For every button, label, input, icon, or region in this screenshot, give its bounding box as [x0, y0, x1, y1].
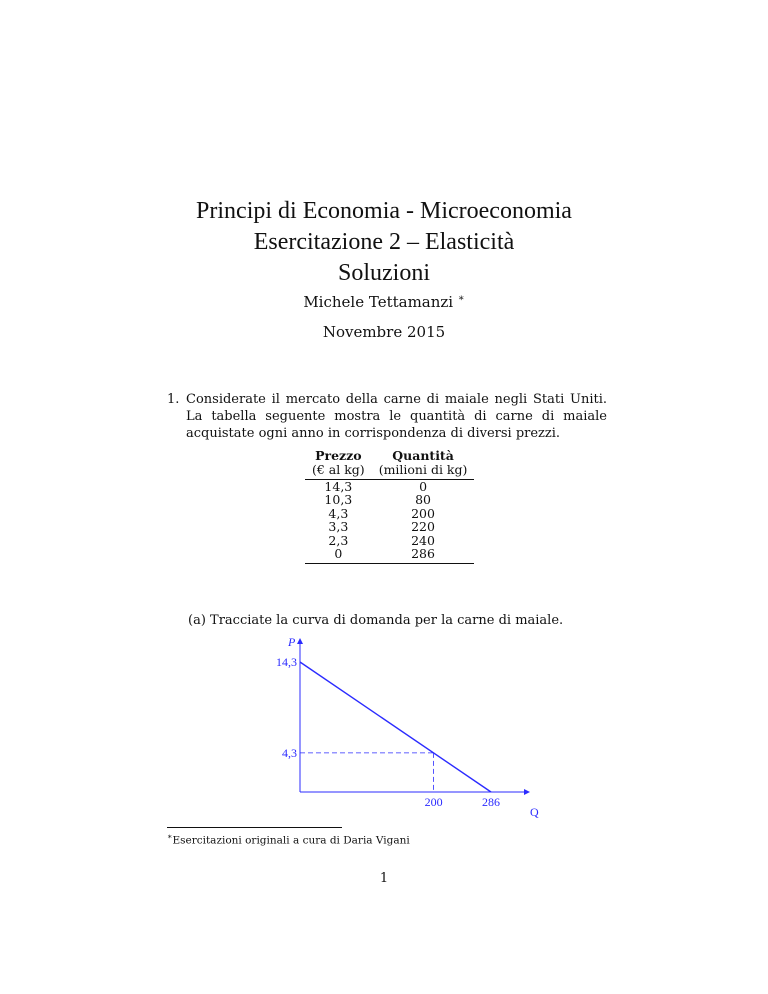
cell-price: 4,3: [328, 505, 349, 521]
price-quantity-table: [305, 448, 474, 564]
y-tick-label-4-3: 4,3: [282, 745, 297, 760]
footnote-text: Esercitazioni originali a cura di Daria Vigani: [172, 834, 410, 847]
cell-quantity: 220: [411, 519, 435, 534]
author-name: Michele Tettamanzi: [303, 293, 454, 311]
y-axis-label: P: [288, 635, 296, 649]
cell-price: 14,3: [324, 478, 353, 494]
x-axis-label: Q: [530, 805, 539, 819]
table-row: [305, 520, 474, 534]
unit-quantity: (milioni di kg): [372, 463, 475, 479]
table-unit-row: [305, 463, 474, 479]
y-tick-label-14-3: 14,3: [276, 655, 297, 669]
footnote: [167, 832, 410, 847]
cell-price: 0: [305, 547, 372, 563]
exercise-1: [167, 391, 607, 442]
date: Novembre 2015: [322, 323, 446, 341]
table-row: [305, 493, 474, 507]
course-title: Principi di Economia - Microeconomia: [196, 198, 572, 224]
cell-quantity: 200: [411, 505, 435, 521]
exercise-number: 1.: [167, 392, 180, 407]
exercise-title: Esercitazione 2 – Elasticità: [253, 229, 515, 255]
demand-curve-line: [300, 662, 491, 792]
header-price: Prezzo: [315, 448, 362, 463]
unit-price: (€ al kg): [305, 463, 372, 479]
table-header-row: [305, 448, 474, 463]
author: [0, 293, 768, 311]
table-row: [305, 547, 474, 563]
x-tick-label-200: 200: [424, 795, 443, 809]
footnote-mark: ∗: [167, 832, 173, 841]
cell-price: 2,3: [328, 532, 349, 548]
y-axis-arrow: [297, 638, 303, 644]
question-a: (a) Tracciate la curva di domanda per la carne di maiale.: [188, 613, 564, 628]
table-row: [305, 534, 474, 548]
title-block: [0, 196, 768, 289]
x-axis-arrow: [524, 789, 530, 795]
author-footnote-mark: ∗: [457, 293, 465, 304]
page-number: 1: [379, 871, 389, 886]
cell-quantity: 286: [372, 547, 475, 563]
header-quantity: Quantità: [392, 448, 454, 463]
demand-curve-chart: [240, 630, 560, 830]
cell-quantity: 80: [415, 492, 431, 507]
solutions-title: Soluzioni: [337, 260, 430, 286]
exercise-text: Considerate il mercato della carne di maiale negli Stati Uniti. La tabella seguente mostra le quantità di carne di maiale acquistate ogni anno in corrispondenza di diversi prezzi.: [186, 392, 607, 441]
cell-quantity: 0: [419, 478, 428, 494]
cell-price: 3,3: [328, 519, 349, 534]
table-row: [305, 507, 474, 521]
cell-quantity: 240: [411, 532, 435, 548]
footnote-rule: [167, 827, 342, 828]
table-row: [305, 479, 474, 493]
x-tick-label-286: 286: [482, 795, 500, 809]
cell-price: 10,3: [324, 492, 353, 507]
